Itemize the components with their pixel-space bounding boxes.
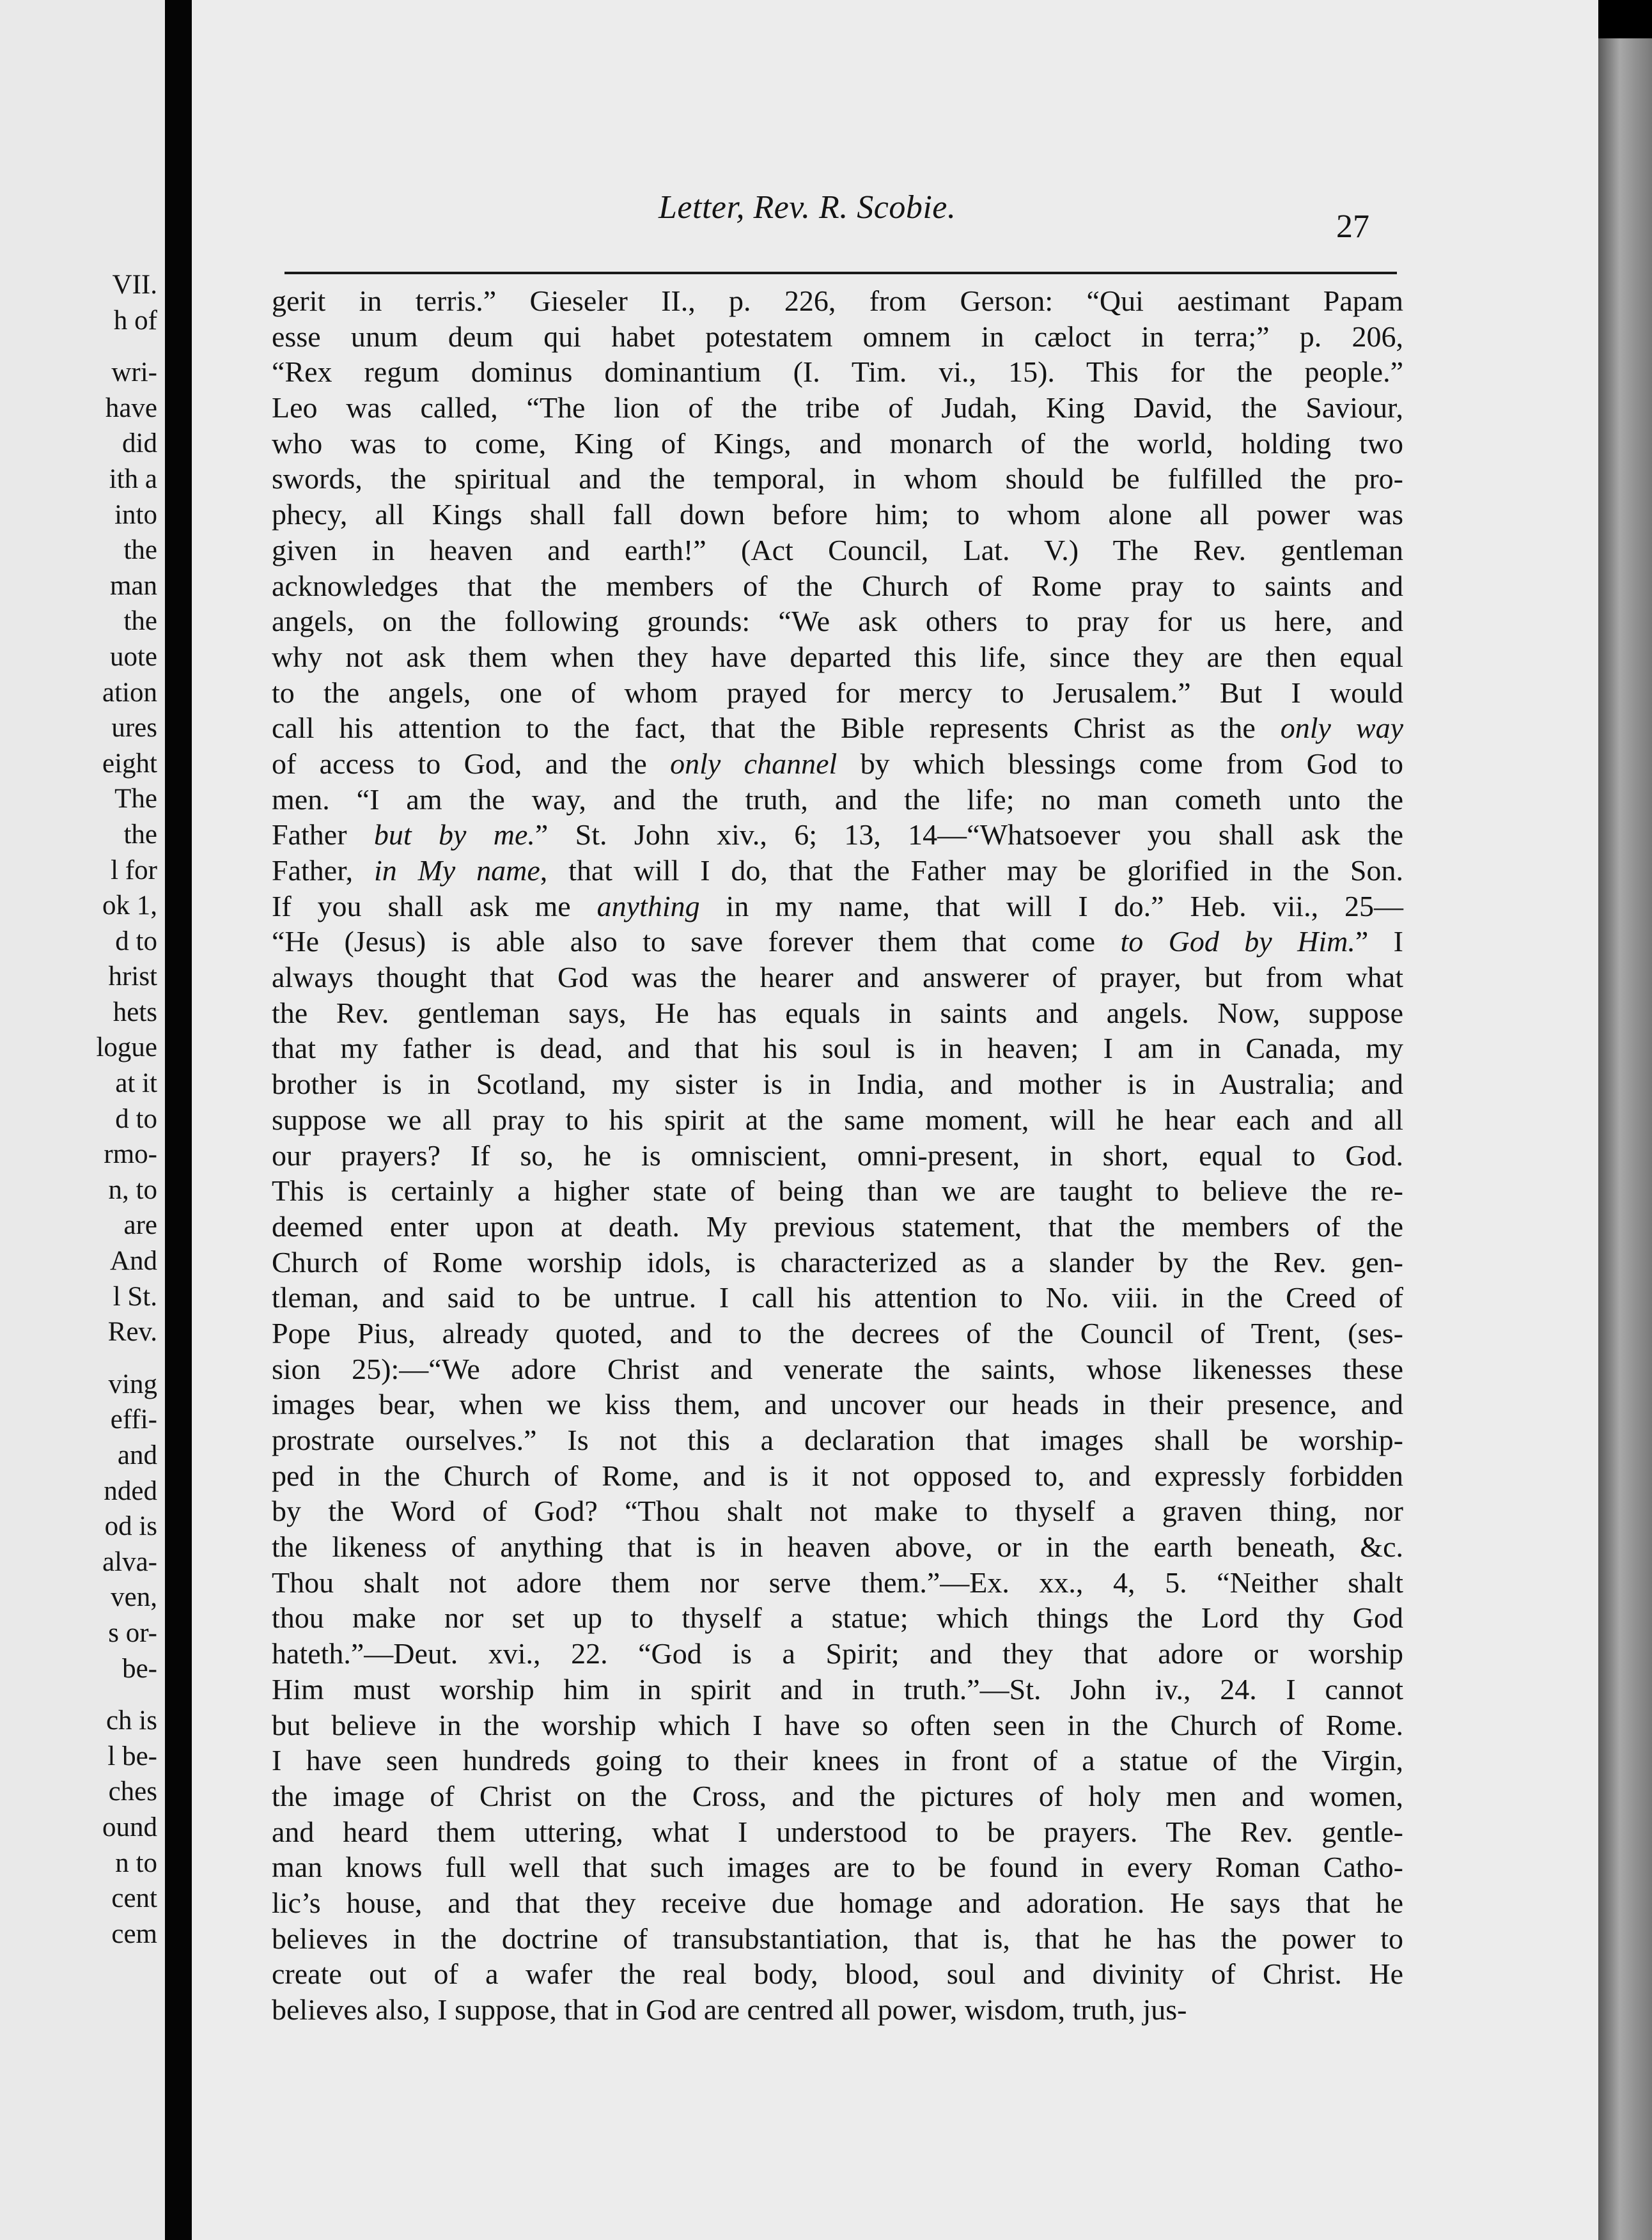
book-gutter [165,0,192,2240]
text-line [272,1280,1403,1316]
text-run: thou make nor set up to thyself a statue; which things the Lord thy God [272,1601,1403,1635]
text-line [272,1138,1403,1174]
left-fragment: l be- [107,1741,157,1771]
left-fragment: rmo- [104,1139,157,1170]
text-line [272,1351,1403,1387]
left-fragment: The [114,784,157,814]
left-fragment: ation [102,677,157,708]
left-fragment: man [109,570,157,601]
text-run: Church of Rome worship idols, is characterized as a slander by the Rev. gen- [272,1245,1403,1279]
left-fragment: the [123,606,157,637]
left-fragment: h of [113,305,157,336]
text-line [272,924,1403,960]
italic-phrase: in My name [374,854,540,887]
text-line [272,1493,1403,1529]
text-run: swords, the spiritual and the temporal, in whom should be fulfilled the pro- [272,462,1403,495]
text-run: the likeness of anything that is in heaven above, or in the earth beneath, &c. [272,1530,1403,1564]
text-line [272,390,1403,426]
text-line [272,746,1403,782]
italic-phrase: only way [1280,712,1404,745]
text-run: Thou shalt not adore them nor serve them.”—Ex. xx., 4, 5. “Neither shalt [272,1566,1403,1599]
left-fragment: And [109,1246,157,1277]
text-run: If you shall ask me [272,889,597,922]
text-run: This is certainly a higher state of being than we are taught to believe the re- [272,1174,1403,1208]
text-run: in my name, that will I do.” Heb. vii., 25— [699,889,1403,922]
text-run: esse unum deum qui habet potestatem omnem in cæloct in terra;” p. 206, [272,320,1403,353]
text-run: and heard them uttering, what I understood to be prayers. The Rev. gentle- [272,1815,1403,1848]
text-run: men. “I am the way, and the truth, and the life; no man cometh unto the [272,782,1403,816]
text-run: , that will I do, that the Father may be glorified in the Son. [540,854,1403,887]
text-run: Father [272,818,374,852]
text-run: our prayers? If so, he is omniscient, omni-present, in short, equal to God. [272,1139,1403,1172]
text-line [272,1458,1403,1494]
text-line [272,1102,1403,1138]
text-run: always thought that God was the hearer and answerer of prayer, but from what [272,961,1403,994]
left-fragment: ith a [109,463,157,494]
text-run: by the Word of God? “Thou shalt not make to thyself a graven thing, nor [272,1495,1403,1528]
text-run: phecy, all Kings shall fall down before him; to whom alone all power was [272,498,1403,531]
text-line [272,426,1403,462]
text-line [272,1672,1403,1707]
text-line [272,710,1403,746]
text-run: of access to God, and the [272,747,671,780]
text-run: by which blessings come from God to [837,747,1403,780]
left-fragment: ures [111,713,157,743]
text-run: the Rev. gentleman says, He has equals in saints and angels. Now, suppose [272,996,1403,1029]
text-run: why not ask them when they have departed this life, since they are then equal [272,640,1403,673]
text-run: acknowledges that the members of the Church of Rome pray to saints and [272,569,1403,602]
left-fragment: alva- [102,1546,157,1577]
left-fragment: the [123,819,157,850]
text-line [272,568,1403,604]
italic-phrase: to God by Him. [1120,925,1355,958]
page-edge-shadow [1598,38,1652,2240]
text-line [272,1814,1403,1850]
text-line [272,1173,1403,1209]
left-fragment: be- [122,1653,157,1684]
text-run: “He (Jesus) is able also to save forever them that come [272,925,1121,958]
text-line [272,1778,1403,1814]
italic-phrase: but by me. [373,818,535,852]
left-fragment: ound [102,1812,157,1842]
left-fragment: logue [96,1032,157,1063]
text-run: ” I [1355,925,1403,958]
text-run: create out of a wafer the real body, blood, soul and divinity of Christ. He [272,1957,1403,1991]
text-run: I have seen hundreds going to their knees in front of a statue of the Virgin, [272,1744,1403,1777]
left-fragment: cem [111,1918,157,1949]
left-fragment: Rev. [107,1317,157,1348]
text-line [272,782,1403,818]
left-fragment: wri- [111,357,157,388]
text-run: images bear, when we kiss them, and uncover our heads in their presence, and [272,1388,1403,1421]
text-line [272,1956,1403,1992]
text-run: sion 25):—“We adore Christ and venerate the saints, whose likenesses these [272,1352,1403,1385]
text-run: gerit in terris.” Gieseler II., p. 226, from Gerson: “Qui aestimant Papam [272,284,1403,317]
left-fragment: the [123,535,157,566]
text-run: believes in the doctrine of transubstantiation, that is, that he has the power to [272,1922,1403,1955]
left-fragment: did [122,428,157,459]
text-run: that my father is dead, and that his soul is in heaven; I am in Canada, my [272,1032,1403,1065]
running-head: Letter, Rev. R. Scobie. [658,189,956,226]
text-line [272,960,1403,995]
text-run: lic’s house, and that they receive due homage and adoration. He says that he [272,1886,1403,1919]
left-fragment: effi- [110,1404,157,1435]
text-line [272,1636,1403,1672]
left-fragment: n, to [108,1174,157,1205]
text-line [272,1245,1403,1280]
text-run: hateth.”—Deut. xvi., 22. “God is a Spirit; and they that adore or worship [272,1637,1403,1670]
text-run: to the angels, one of whom prayed for mercy to Jerusalem.” But I would [272,676,1403,709]
left-fragment: l St. [113,1281,157,1312]
body-text [272,283,1403,2028]
left-fragment: l for [111,855,157,885]
left-fragment: are [123,1210,157,1241]
left-fragment: ch is [105,1706,157,1736]
text-run: ped in the Church of Rome, and is it not opposed to, and expressly forbidden [272,1459,1403,1492]
text-line [272,1707,1403,1743]
left-fragment: VII. [112,270,157,300]
left-page-text-fragments [0,267,160,1952]
text-line [272,817,1403,853]
text-line [272,1209,1403,1245]
text-run: ” St. John xiv., 6; 13, 14—“Whatsoever you shall ask the [534,818,1403,852]
text-run: but believe in the worship which I have so often seen in the Church of Rome. [272,1708,1403,1741]
left-fragment: at it [115,1068,157,1099]
text-run: suppose we all pray to his spirit at the same moment, will he hear each and all [272,1103,1403,1136]
text-run: Leo was called, “The lion of the tribe of Judah, King David, the Saviour, [272,391,1403,424]
text-line [272,461,1403,497]
text-run: deemed enter upon at death. My previous statement, that the members of the [272,1209,1403,1243]
left-fragment: hrist [108,961,157,992]
text-line [272,1992,1403,2028]
text-line [272,889,1403,924]
text-run: the image of Christ on the Cross, and the pictures of holy men and women, [272,1779,1403,1812]
text-line [272,1921,1403,1957]
left-fragment: nded [104,1475,157,1506]
text-line [272,1422,1403,1458]
left-fragment: and [117,1440,157,1470]
text-line [272,533,1403,568]
text-run: tleman, and said to be untrue. I call his attention to No. viii. in the Creed of [272,1281,1403,1314]
text-line [272,319,1403,355]
italic-phrase: only channel [670,747,838,780]
text-line [272,675,1403,711]
text-line [272,354,1403,390]
left-fragment: ches [108,1777,157,1807]
text-run: given in heaven and earth!” (Act Council, Lat. V.) The Rev. gentleman [272,533,1403,566]
text-line [272,1600,1403,1636]
text-run: believes also, I suppose, that in God are centred all power, wisdom, truth, jus- [272,1993,1187,2026]
text-run: prostrate ourselves.” Is not this a declaration that images shall be worship- [272,1424,1403,1456]
header-rule [284,272,1397,274]
text-run: call his attention to the fact, that the Bible represents Christ as the [272,712,1281,745]
text-run: Pope Pius, already quoted, and to the decrees of the Council of Trent, (ses- [272,1316,1403,1349]
left-fragment: hets [113,997,157,1027]
text-line [272,283,1403,319]
text-line [272,1031,1403,1066]
left-fragment: into [114,499,157,530]
left-fragment: od is [104,1511,157,1542]
text-line [272,1565,1403,1601]
text-line [272,1743,1403,1778]
text-run: man knows full well that such images are to be found in every Roman Catho- [272,1851,1403,1884]
left-fragment: n to [115,1847,157,1878]
left-fragment: ok 1, [102,891,157,921]
text-line [272,1066,1403,1102]
left-fragment: d to [115,926,157,956]
text-run: Him must worship him in spirit and in truth.”—St. John iv., 24. I cannot [272,1672,1403,1706]
left-fragment: uote [109,641,157,672]
left-page-edge [0,0,165,2240]
text-run: “Rex regum dominus dominantium (I. Tim. vi., 15). This for the people.” [272,355,1403,389]
text-line [272,1529,1403,1565]
text-line [272,603,1403,639]
text-run: brother is in Scotland, my sister is in India, and mother is in Australia; and [272,1068,1403,1101]
left-fragment: eight [102,748,157,779]
left-fragment: cent [111,1883,157,1914]
left-fragment [0,1686,160,1703]
text-line [272,1849,1403,1885]
text-run: who was to come, King of Kings, and monarch of the world, holding two [272,426,1403,460]
left-fragment [0,338,160,355]
page-number: 27 [1336,208,1369,245]
text-line [272,853,1403,889]
italic-phrase: anything [596,889,700,922]
left-fragment: ving [108,1369,157,1399]
text-line [272,1316,1403,1351]
text-line [272,497,1403,533]
left-fragment: d to [115,1103,157,1134]
left-fragment: ven, [111,1582,157,1613]
text-run: angels, on the following grounds: “We ask others to pray for us here, and [272,605,1403,638]
left-fragment: s or- [108,1617,157,1648]
text-line [272,1885,1403,1921]
text-line [272,995,1403,1031]
text-line [272,1387,1403,1422]
left-fragment: have [105,393,157,423]
left-fragment [0,1350,160,1367]
text-line [272,639,1403,675]
text-run: Father, [272,854,374,887]
